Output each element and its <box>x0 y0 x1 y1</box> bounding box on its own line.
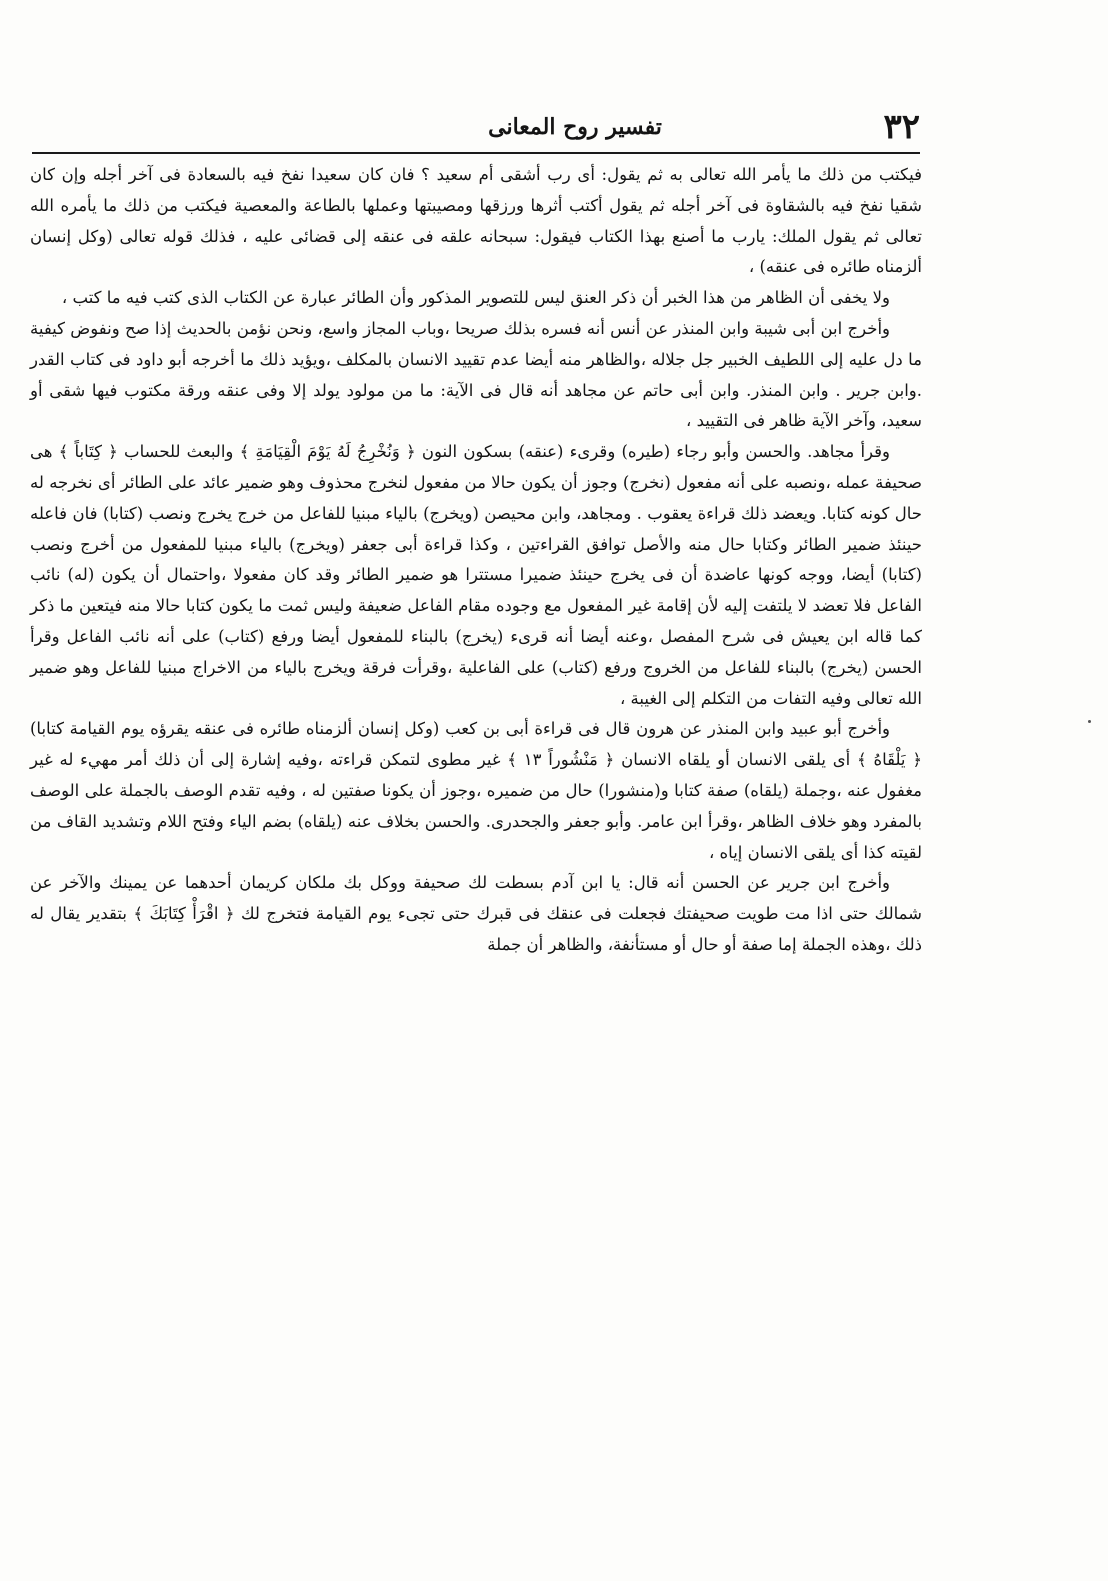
page-number: ٣٢ <box>883 107 920 147</box>
page-header <box>230 108 920 146</box>
paragraph-3: وأخرج ابن أبى شيبة وابن المنذر عن أنس أنه فسره بذلك صريحا ،وباب المجاز واسع، ونحن نؤمن بالحديث إذا صح ونفوض كيفية ما دل عليه إلى اللطيف الخبير جل جلاله ،والظاهر منه أيضا عدم تقييد الانسان بالمكلف ،ويؤيد ذلك ما أخرجه أبو داود فى كتاب القدر .وابن جرير . وابن المنذر. وابن أبى حاتم عن مجاهد أنه قال فى الآية: ما من مولود يولد إلا وفى عنقه ورقة مكتوب فيها شقى أو سعيد، وآخر الآية ظاهر فى التقييد ، <box>30 318 922 431</box>
header-rule <box>32 152 920 154</box>
paragraph-1: فيكتب من ذلك ما يأمر الله تعالى به ثم يقول: أى رب أشقى أم سعيد ؟ فان كان سعيدا نفخ فيه بالسعادة فى آخر أجله وإن كان شقيا نفخ فيه بالشقاوة فى آخر أجله ثم يقول أكتب أثرها ورزقها ومصيبتها وعملها بالطاعة والمعصية فيكتب من ذلك ما يأمره الله تعالى ثم يقول الملك: يارب ما أصنع بهذا الكتاب فيقول: سبحانه علقه فى عنقه إلى قضائى عليه ، فذلك قوله تعالى (وكل إنسان ألزمناه طائره فى عنقه) ، <box>30 165 922 277</box>
running-title: تفسير روح المعانى <box>488 114 662 140</box>
paragraph-6: وأخرج ابن جرير عن الحسن أنه قال: يا ابن آدم بسطت لك صحيفة ووكل بك ملكان كريمان أحدهما عن يمينك والآخر عن شمالك حتى اذا مت طويت صحيفتك فجعلت فى عنقك فى قبرك حتى تجىء يوم القيامة فتخرج لك ﴿ اقْرَأْ كِتَابَكَ ﴾ بتقدير يقال له ذلك ،وهذه الجملة إما صفة أو حال أو مستأنفة، والظاهر أن جملة <box>30 873 922 954</box>
paragraph-4: وقرأ مجاهد. والحسن وأبو رجاء (طيره) وقرىء (عنقه) بسكون النون ﴿ وَنُخْرِجُ لَهُ يَوْمَ الْقِيَامَةِ ﴾ والبعث للحساب ﴿ كِتَاباً ﴾ هى صحيفة عمله ،ونصبه على أنه مفعول (نخرج) وجوز أن يكون حالا من مفعول لنخرج محذوف وهو ضمير عائد على الطائر أى نخرجه له حال كونه كتابا. ويعضد ذلك قراءة يعقوب . ومجاهد، وابن محيصن (ويخرج) بالياء مبنيا للفاعل من خرج يخرج ونصب (كتابا) فان فاعله حينئذ ضمير الطائر وكتابا حال منه والأصل توافق القراءتين ، وكذا قراءة أبى جعفر (ويخرج) بالياء مبنيا للمفعول من أخرج ونصب (كتابا) أيضا، ووجه كونها عاضدة أن فى يخرج حينئذ ضميرا مستترا هو ضمير الطائر وقد كان مفعولا ،واحتمال أن يكون (له) نائب الفاعل فلا تعضد لا يلتفت إليه لأن إقامة غير المفعول مع وجوده مقام الفاعل ضعيفة وليس ثمت ما يكون كتابا حالا منه فيتعين ما ذكر كما قاله ابن يعيش فى شرح المفصل ،وعنه أيضا أنه قرىء (يخرج) بالبناء للمفعول أيضا ورفع (كتاب) على أنه نائب الفاعل وقرأ الحسن (يخرج) بالبناء للفاعل من الخروج ورفع (كتاب) على الفاعلية ،وقرأت فرقة ويخرج بالياء من الاخراج مبنيا للفاعل وهو ضمير الله تعالى وفيه التفات من التكلم إلى الغيبة ، <box>30 442 922 708</box>
margin-mark <box>1088 720 1091 723</box>
paragraph-5: وأخرج أبو عبيد وابن المنذر عن هرون قال فى قراءة أبى بن كعب (وكل إنسان ألزمناه طائره فى عنقه يقرؤه يوم القيامة كتابا) ﴿ يَلْقَاهُ ﴾ أى يلقى الانسان أو يلقاه الانسان ﴿ مَنْشُوراً ١٣ ﴾ غير مطوى لتمكن قراءته ،وفيه إشارة إلى أن ذلك أمر مهيء له غير مغفول عنه ،وجملة (يلقاه) صفة كتابا و(منشورا) حال من ضميره ،وجوز أن يكونا صفتين له ، وفيه تقدم الوصف بالجملة على الوصف بالمفرد وهو خلاف الظاهر ،وقرأ ابن عامر. وأبو جعفر والجحدرى. والحسن بخلاف عنه (يلقاه) بضم الياء وفتح اللام وتشديد القاف من لقيته كذا أى يلقى الانسان إياه ، <box>30 719 922 862</box>
body-text <box>30 160 922 961</box>
paragraph-2: ولا يخفى أن الظاهر من هذا الخبر أن ذكر العنق ليس للتصوير المذكور وأن الطائر عبارة عن الكتاب الذى كتب فيه ما كتب ، <box>61 288 890 308</box>
